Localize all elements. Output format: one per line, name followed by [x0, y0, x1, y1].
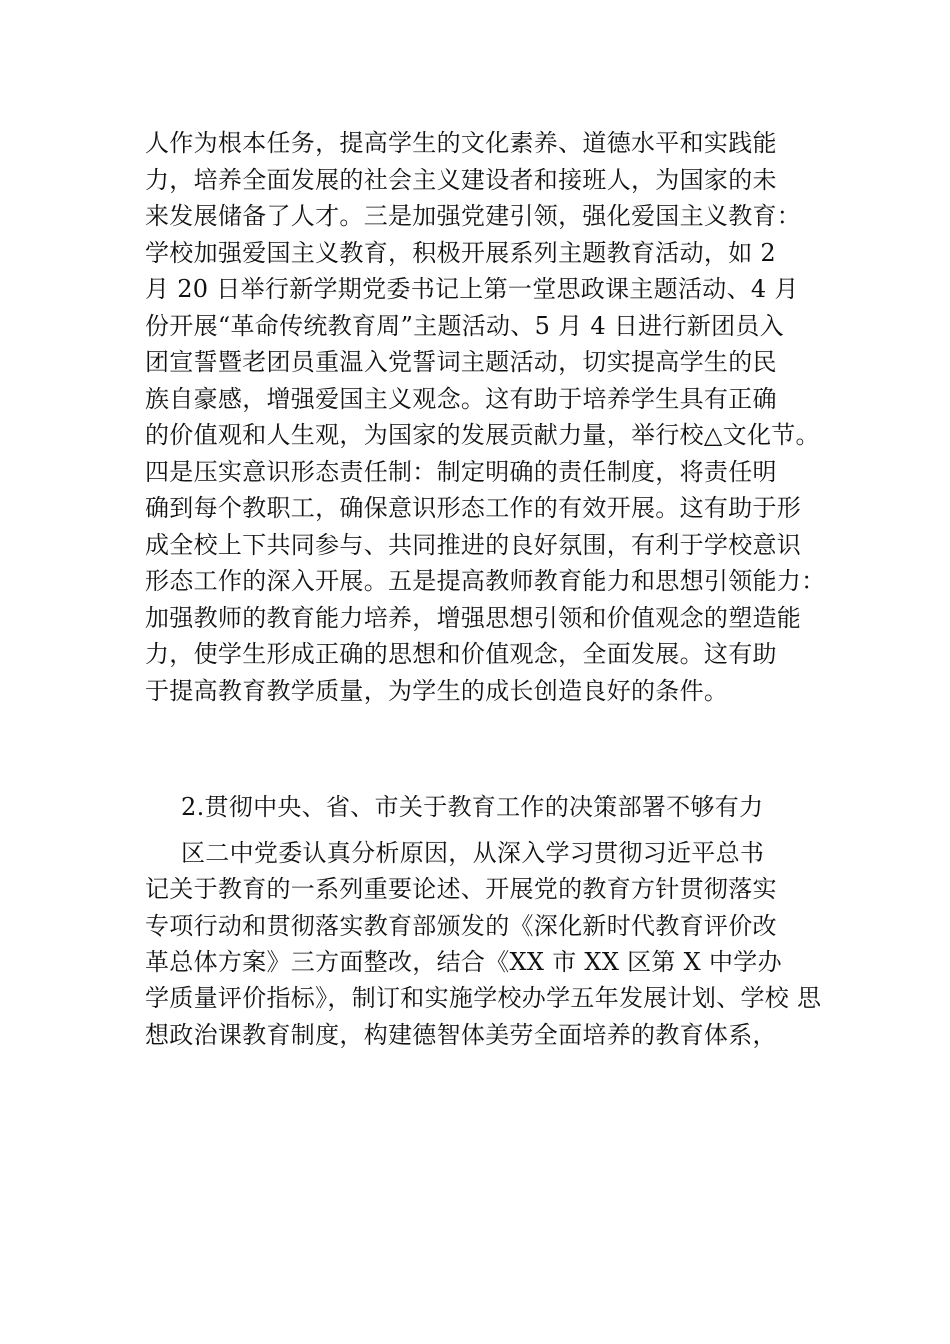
text-line: 革总体方案》三方面整改，结合《XX 市 XX 区第 X 中学办: [145, 947, 782, 976]
text-line: 的价值观和人生观，为国家的发展贡献力量，举行校△文化节。: [145, 421, 820, 449]
text-line: 于提高教育教学质量，为学生的成长创造良好的条件。: [145, 676, 729, 705]
text-line: 四是压实意识形态责任制：制定明确的责任制度，将责任明: [145, 457, 777, 486]
text-line: 成全校上下共同参与、共同推进的良好氛围，有利于学校意识: [145, 530, 802, 559]
text-line: 确到每个教职工，确保意识形态工作的有效开展。这有助于形: [145, 494, 802, 522]
text-line: 形态工作的深入开展。五是提高教师教育能力和思想引领能力：: [145, 567, 826, 595]
text-line: 区二中党委认真分析原因，从深入学习贯彻习近平总书: [181, 839, 765, 867]
text-line: 学校加强爱国主义教育，积极开展系列主题教育活动，如 2: [145, 238, 776, 267]
text-line: 力，培养全面发展的社会主义建设者和接班人，为国家的未: [145, 165, 777, 194]
text-line: 来发展储备了人才。三是加强党建引领，强化爱国主义教育：: [145, 202, 802, 230]
text-line: 专项行动和贯彻落实教育部颁发的《深化新时代教育评价改: [145, 911, 777, 940]
text-line: 记关于教育的一系列重要论述、开展党的教育方针贯彻落实: [145, 875, 777, 904]
text-line: 学质量评价指标》，制订和实施学校办学五年发展计划、学校 思: [145, 984, 822, 1013]
text-line: 团宣誓暨老团员重温入党誓词主题活动，切实提高学生的民: [145, 348, 777, 376]
text-line: 族自豪感，增强爱国主义观念。这有助于培养学生具有正确: [145, 384, 777, 413]
section-heading: 2.贯彻中央、省、市关于教育工作的决策部署不够有力: [181, 793, 764, 821]
text-line: 月 20 日举行新学期党委书记上第一堂思政课主题活动、4 月: [145, 275, 799, 303]
text-line: 力，使学生形成正确的思想和价值观念，全面发展。这有助: [145, 640, 777, 668]
text-line: 想政治课教育制度，构建德智体美劳全面培养的教育体系，: [145, 1020, 777, 1049]
text-line: 人作为根本任务，提高学生的文化素养、道德水平和实践能: [145, 129, 777, 157]
text-line: 份开展“革命传统教育周”主题活动、5 月 4 日进行新团员入: [145, 311, 784, 340]
text-line: 加强教师的教育能力培养，增强思想引领和价值观念的塑造能: [145, 603, 802, 632]
